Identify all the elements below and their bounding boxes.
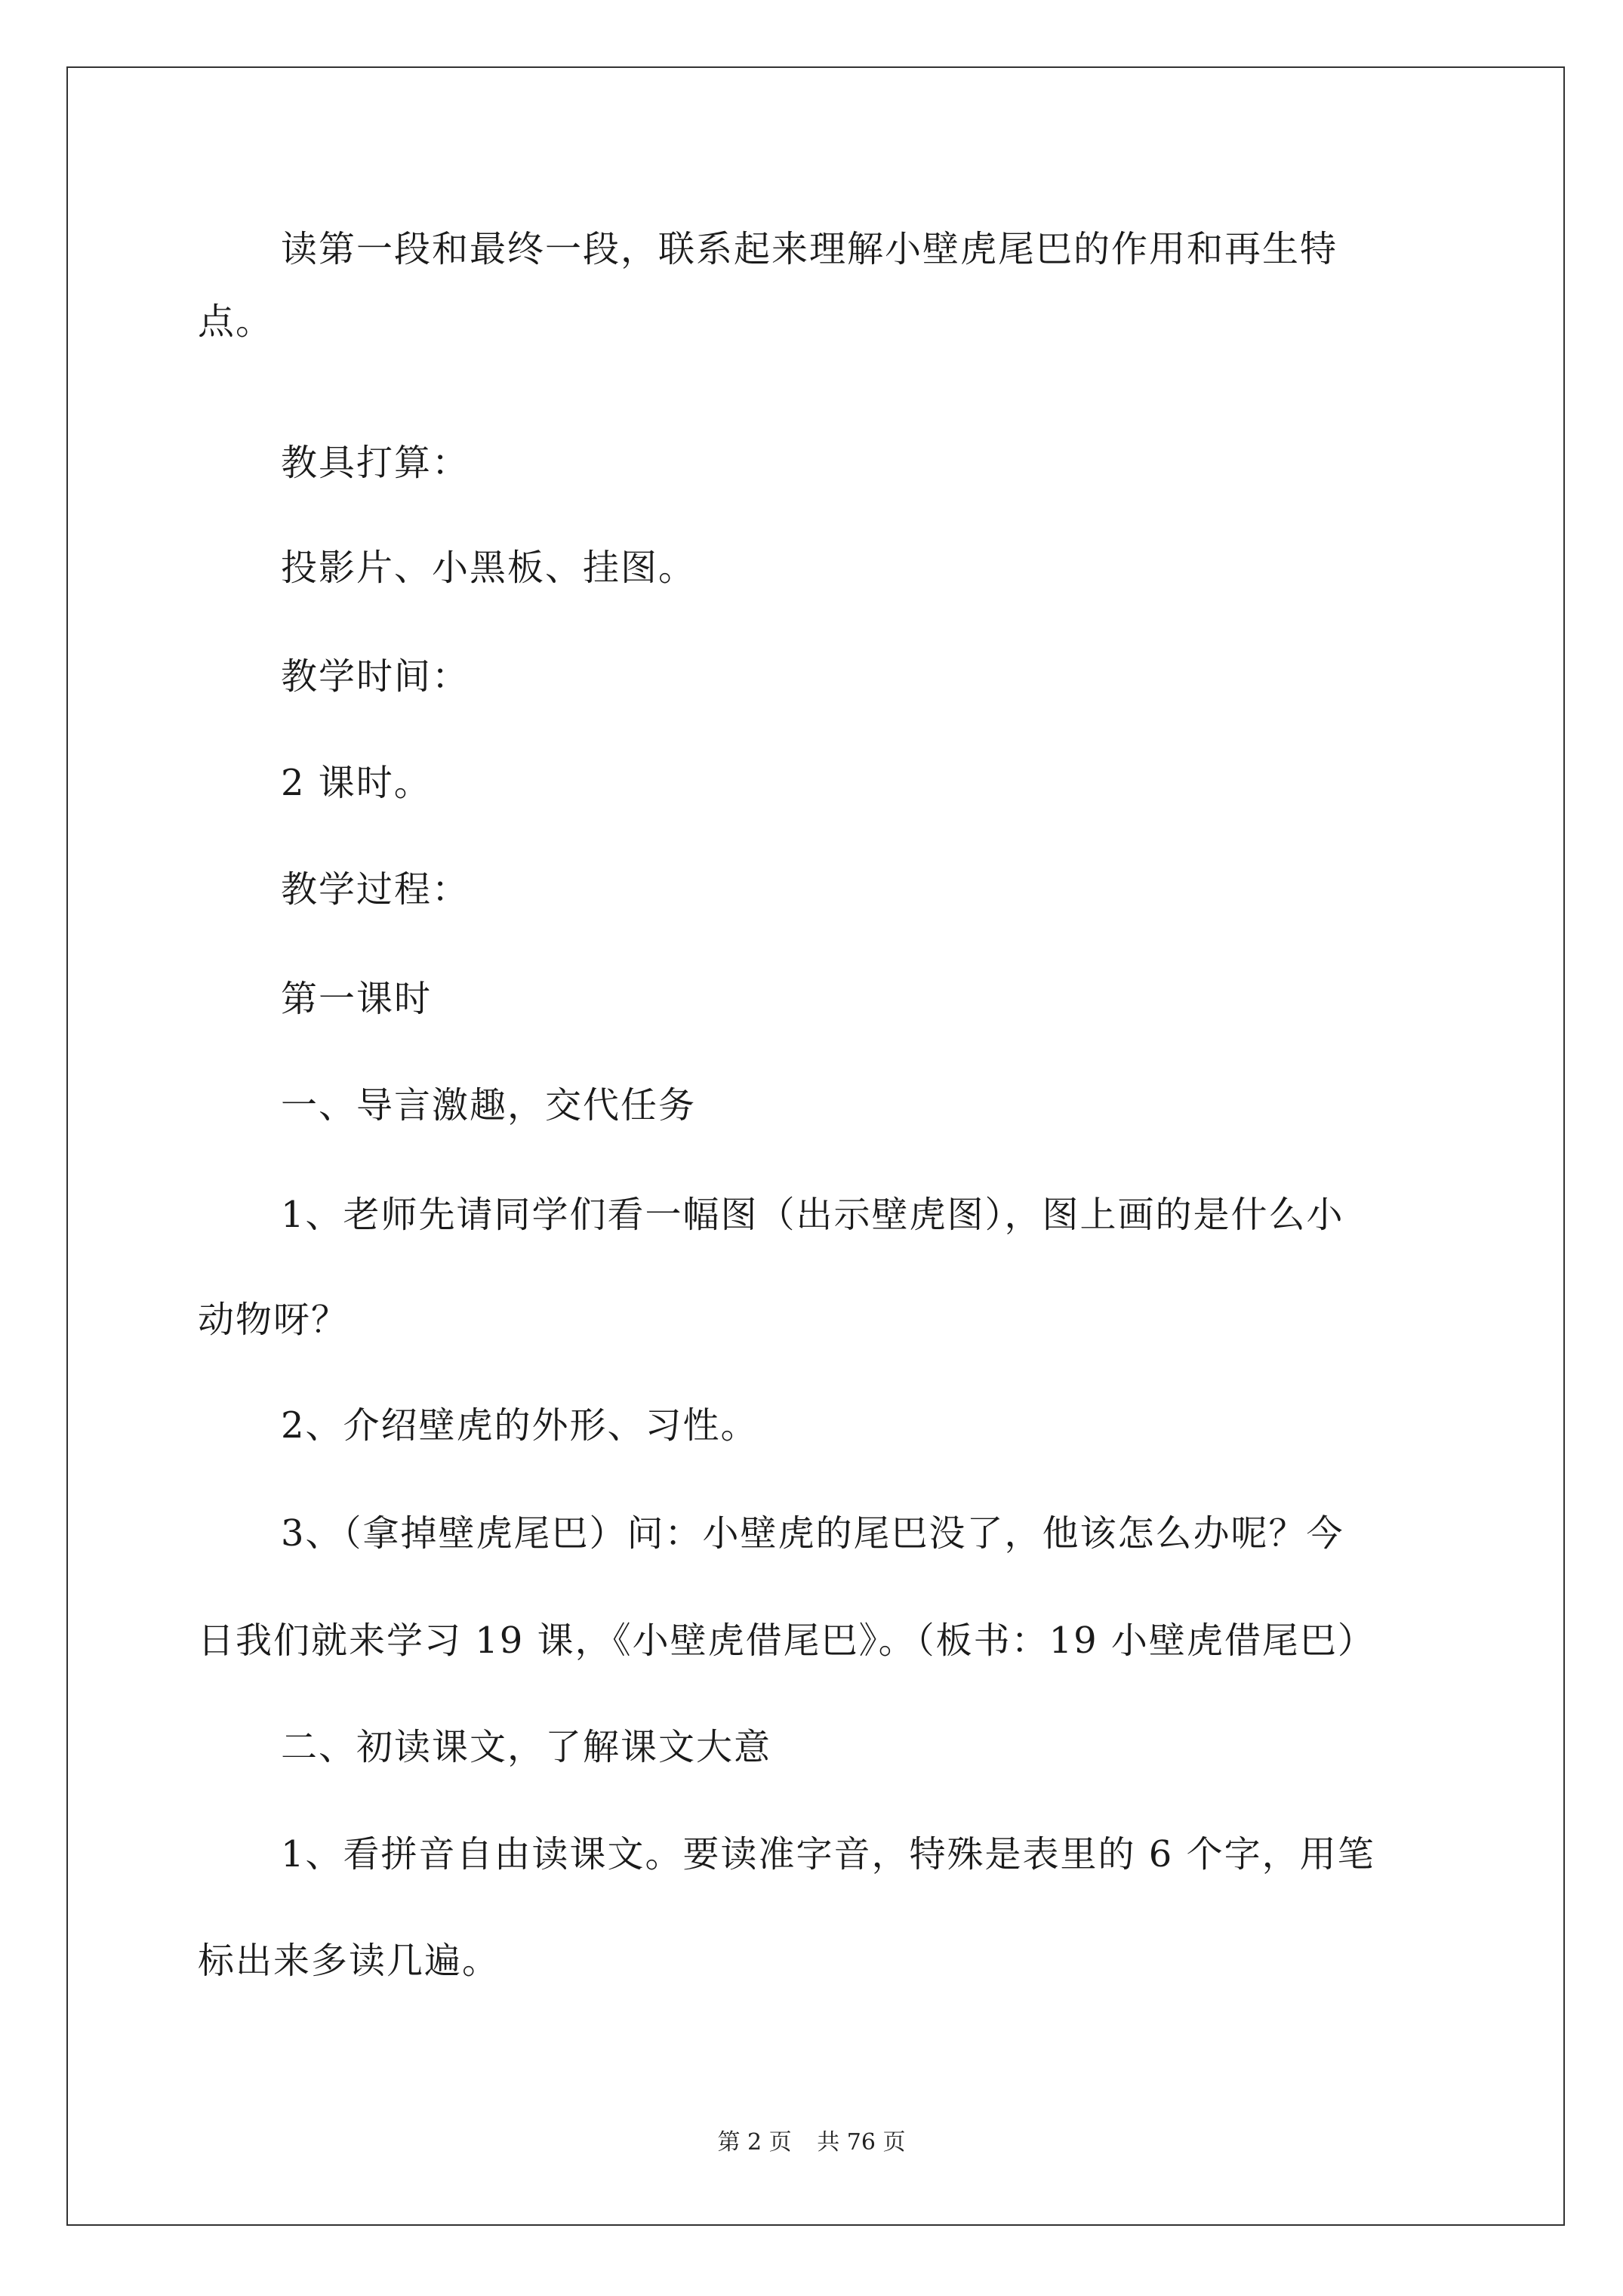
paragraph-line: 1、老师先请同学们看一幅图（出示壁虎图），图上画的是什么小 [281,1194,1344,1236]
paragraph-line: 2、介绍壁虎的外形、习性。 [281,1404,759,1447]
paragraph-line: 2 课时。 [281,762,432,804]
section-heading: 一、导言激趣，交代任务 [281,1084,697,1126]
paragraph-line: 点。 [198,300,274,343]
page-border [66,66,1565,2226]
section-heading: 教学时间： [281,655,470,698]
paragraph-line: 1、看拼音自由读课文。要读准字音，特殊是表里的 6 个字，用笔 [281,1833,1375,1875]
paragraph-line: 投影片、小黑板、挂图。 [281,547,697,589]
paragraph-line: 动物呀？ [198,1299,350,1341]
section-heading: 教学过程： [281,868,470,911]
paragraph-line: 读第一段和最终一段，联系起来理解小壁虎尾巴的作用和再生特 [281,228,1338,270]
page-number: 第 2 页 [717,2129,792,2156]
paragraph-line: 标出来多读几遍。 [198,1940,500,1982]
paragraph-line: 3、（拿掉壁虎尾巴）问：小壁虎的尾巴没了，他该怎么办呢？今 [281,1512,1344,1555]
section-heading: 二、初读课文，了解课文大意 [281,1726,772,1768]
page-total: 共 76 页 [817,2129,906,2156]
section-heading: 教具打算： [281,442,470,484]
section-heading: 第一课时 [281,978,433,1020]
paragraph-line: 日我们就来学习 19 课，《小壁虎借尾巴》。（板书：19 小壁虎借尾巴） [198,1620,1375,1662]
page-footer [0,2128,1623,2158]
